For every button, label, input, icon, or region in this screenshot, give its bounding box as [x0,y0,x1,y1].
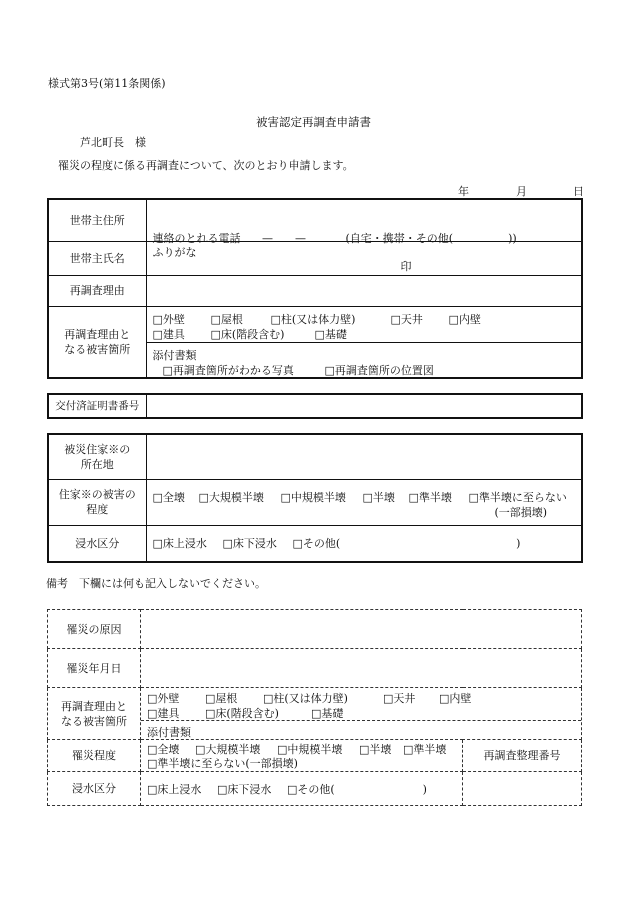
date-day: 日 [573,185,584,198]
degree-label: 住家※の被害の 程度 [48,479,146,525]
flood-label: 浸水区分 [48,525,146,562]
name-field[interactable] [146,241,582,275]
office-degree-label: 罹災程度 [48,740,141,772]
office-chk-foundation[interactable]: □基礎 [311,707,344,720]
office-damage-field [141,688,582,740]
chk-inner-wall[interactable]: □内壁 [448,312,481,326]
chk-large-half[interactable]: □大規模半壊 [198,490,264,504]
chk-floor[interactable]: □床(階段含む) [210,327,285,341]
chk-half[interactable]: □半壊 [362,490,395,504]
phone-type: (自宅・携帯・その他( )) [345,232,517,245]
reason-label: 再調査理由 [48,275,146,306]
office-chk-medium-half[interactable]: □中規模半壊 [277,743,343,756]
attach-label: 添付書類 [152,348,197,362]
office-chk-total[interactable]: □全壊 [147,743,180,756]
address-field[interactable] [146,199,582,245]
chk-medium-half[interactable]: □中規模半壊 [280,490,346,504]
office-table [47,609,582,806]
chk-ceiling[interactable]: □天井 [390,312,423,326]
damage-location-field [146,306,582,378]
office-chk-semi-half[interactable]: □準半壊 [403,743,447,756]
chk-semi-half[interactable]: □準半壊 [408,490,452,504]
form-number: 様式第3号(第11条関係) [48,77,166,90]
chk-below-floor[interactable]: □床下浸水 [222,537,277,551]
certificate-field[interactable] [146,394,582,418]
chk-above-floor[interactable]: □床上浸水 [152,537,207,551]
damage-row-1 [153,311,491,327]
office-chk-inner-wall[interactable]: □内壁 [439,692,472,705]
office-damage-label: 再調査理由と なる被害箇所 [48,688,141,740]
remarks: 備考 下欄には何も記入しないでください。 [46,577,266,590]
date-year: 年 [458,185,469,198]
chk-foundation[interactable]: □基礎 [314,327,347,341]
house-table [47,433,583,563]
damage-location-label: 再調査理由と なる被害箇所 [48,306,146,378]
chk-below-semi-half[interactable]: □準半壊に至らない [468,490,567,504]
attach-items [163,362,444,378]
office-chk-half[interactable]: □半壊 [359,743,392,756]
ref-number-field[interactable] [463,772,582,806]
cause-field[interactable] [141,610,582,649]
certificate-label: 交付済証明書番号 [48,394,146,418]
chk-photo[interactable]: □再調査箇所がわかる写真 [162,363,294,377]
applicant-table [47,198,583,379]
degree-options [153,489,567,505]
ref-number-label: 再調査整理番号 [463,740,582,772]
location-field[interactable] [146,434,582,479]
office-chk-below-semi-half[interactable]: □準半壊に至らない(一部損壊) [147,757,298,770]
office-chk-fittings[interactable]: □建具 [147,707,180,720]
address-label: 世帯主住所 [48,199,146,241]
chk-outer-wall[interactable]: □外壁 [152,312,185,326]
phone-label: 連絡のとれる電話 [152,232,241,245]
date-month: 月 [516,185,527,198]
office-chk-outer-wall[interactable]: □外壁 [147,692,180,705]
seal-mark: 印 [400,259,412,273]
office-chk-above-floor[interactable]: □床上浸水 [147,782,202,796]
chk-fittings[interactable]: □建具 [152,327,185,341]
addressee: 芦北町長 様 [80,136,146,149]
office-chk-large-half[interactable]: □大規模半壊 [195,743,261,756]
office-attach-label: 添付書類 [147,726,191,739]
office-flood-label: 浸水区分 [48,772,141,806]
chk-flood-other[interactable]: □その他( ) [292,537,521,551]
office-chk-flood-other[interactable]: □その他( ) [287,782,427,796]
name-label: 世帯主氏名 [48,241,146,275]
degree-field [146,479,582,525]
office-chk-ceiling[interactable]: □天井 [383,692,416,705]
flood-field [146,525,582,562]
phone-separator: — — [262,232,306,245]
reason-field[interactable] [146,275,582,306]
intro-text: 罹災の程度に係る再調査について、次のとおり申請します。 [58,159,354,172]
furigana-label: ふりがな [152,245,197,259]
office-chk-pillar[interactable]: □柱(又は体力壁) [263,692,348,705]
certificate-table [47,393,583,419]
form-title: 被害認定再調査申請書 [256,115,371,129]
disaster-date-field[interactable] [141,649,582,688]
location-label: 被災住家※の 所在地 [48,434,146,479]
chk-pillar[interactable]: □柱(又は体力壁) [270,312,356,326]
degree-note: (一部損壊) [494,505,548,519]
office-flood-field [141,772,463,806]
office-chk-below-floor[interactable]: □床下浸水 [217,782,272,796]
office-chk-roof[interactable]: □屋根 [205,692,238,705]
disaster-date-label: 罹災年月日 [48,649,141,688]
chk-location-map[interactable]: □再調査箇所の位置図 [324,363,434,377]
office-chk-floor[interactable]: □床(階段含む) [205,707,279,720]
damage-row-2 [153,326,357,342]
chk-total[interactable]: □全壊 [152,490,185,504]
chk-roof[interactable]: □屋根 [210,312,243,326]
cause-label: 罹災の原因 [48,610,141,649]
office-degree-field [141,740,463,772]
